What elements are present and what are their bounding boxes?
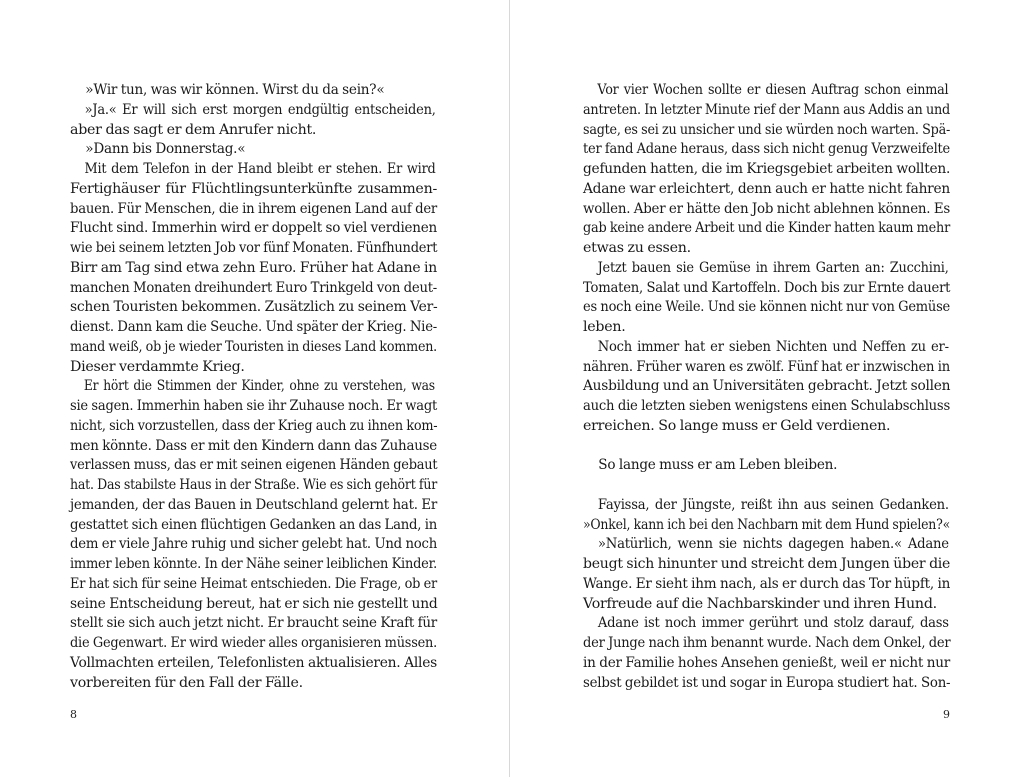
text-line: antreten. In letzter Minute rief der Mann aus Addis an und	[583, 101, 950, 118]
text-line: Vor vier Wochen sollte er diesen Auftrag schon einmal	[597, 82, 949, 98]
text-line: »Onkel, kann ich bei den Nachbarn mit dem Hund spielen?«	[583, 516, 950, 533]
text-line: Dieser verdammte Krieg.	[70, 358, 245, 375]
text-line: stellt sie sich auch jetzt nicht. Er braucht seine Kraft für	[70, 615, 437, 632]
text-line: Tomaten, Salat und Kartoffeln. Doch bis zur Ernte dauert	[583, 279, 951, 296]
text-line: hat. Das stabilste Haus in der Straße. Wie es sich gehört für	[70, 477, 437, 493]
text-line: sie sagen. Immerhin haben sie ihr Zuhause noch. Er wagt	[70, 398, 438, 414]
text-line: gestattet sich einen flüchtigen Gedanken an das Land, in	[70, 516, 438, 533]
text-line: aber das sagt er dem Anrufer nicht.	[70, 121, 317, 138]
text-line: es noch eine Weile. Und sie können nicht nur von Gemüse	[583, 299, 950, 316]
text-line: Noch immer hat er sieben Nichten und Neffen zu er-	[597, 338, 949, 355]
text-line: »Ja.« Er will sich erst morgen endgültig entscheiden,	[84, 101, 436, 118]
text-line: »Natürlich, wenn sie nichts dagegen haben.« Adane	[597, 536, 949, 553]
text-line: Jetzt bauen sie Gemüse in ihrem Garten an: Zucchini,	[597, 259, 949, 276]
right-page-text	[583, 81, 950, 693]
text-line: mand weiß, ob je wieder Touristen in dieses Land kommen.	[70, 338, 437, 355]
text-line: erreichen. So lange muss er Geld verdienen.	[583, 417, 891, 434]
text-line: men könnte. Dass er mit den Kindern dann das Zuhause	[70, 437, 437, 454]
text-line: Er hört die Stimmen der Kinder, ohne zu verstehen, was	[83, 378, 435, 395]
text-line: Vollmachten erteilen, Telefonlisten aktualisieren. Alles	[70, 654, 437, 671]
text-line: Wange. Er sieht ihm nach, als er durch das Tor hüpft, in	[583, 575, 951, 592]
text-line: sagte, es sei zu unsicher und sie würden noch warten. Spä-	[583, 121, 951, 138]
text-line: selbst gebildet ist und sogar in Europa studiert hat. Son-	[583, 674, 951, 691]
text-line: immer leben könnte. In der Nähe seiner leiblichen Kinder.	[70, 556, 437, 572]
text-line: der Junge nach ihm benannt wurde. Nach dem Onkel, der	[583, 635, 951, 651]
text-line: Flucht sind. Immerhin wird er doppelt so viel verdienen	[70, 220, 438, 237]
text-line: schen Touristen bekommen. Zusätzlich zu seinem Ver-	[70, 299, 438, 316]
text-line: bauen. Für Menschen, die in ihrem eigenen Land auf der	[70, 200, 437, 217]
page-number-right: 9	[943, 708, 950, 721]
text-line: »Wir tun, was wir können. Wirst du da sein?«	[85, 82, 385, 98]
text-line: ter fand Adane heraus, dass sich nicht genug Verzweifelte	[583, 141, 950, 158]
text-line: gefunden hatten, die im Kriegsgebiet arbeiten wollten.	[583, 161, 951, 177]
text-line: Fayissa, der Jüngste, reißt ihn aus seinen Gedanken.	[597, 496, 949, 513]
text-line: So lange muss er am Leben bleiben.	[598, 457, 838, 474]
text-line: vorbereiten für den Fall der Fälle.	[70, 674, 303, 691]
text-line: jemanden, der das Bauen in Deutschland gelernt hat. Er	[70, 496, 438, 513]
blank-line	[583, 476, 950, 496]
text-line: nähren. Früher waren es zwölf. Fünf hat er inzwischen in	[583, 358, 950, 375]
text-line: gab keine andere Arbeit und die Kinder hatten kaum mehr	[583, 220, 950, 237]
text-line: verlassen muss, das er mit seinen eigenen Händen gebaut	[70, 457, 438, 474]
text-line: Birr am Tag sind etwa zehn Euro. Früher hat Adane in	[70, 259, 437, 276]
text-line: leben.	[583, 319, 626, 335]
text-line: »Dann bis Donnerstag.«	[85, 141, 246, 158]
text-line: Adane war erleichtert, denn auch er hatte nicht fahren	[583, 180, 950, 197]
blank-line	[583, 437, 950, 457]
text-line: Fertighäuser für Flüchtlingsunterkünfte zusammen-	[70, 180, 437, 197]
text-line: Mit dem Telefon in der Hand bleibt er stehen. Er wird	[84, 161, 436, 177]
text-line: dem er viele Jahre ruhig und sicher gelebt hat. Und noch	[70, 536, 437, 553]
text-line: wie bei seinem letzten Job vor fünf Monaten. Fünfhundert	[70, 240, 438, 256]
text-line: wollen. Aber er hätte den Job nicht ablehnen können. Es	[583, 200, 950, 217]
text-line: seine Entscheidung bereut, hat er sich nie gestellt und	[70, 595, 438, 612]
text-line: die Gegenwart. Er wird wieder alles organisieren müssen.	[70, 635, 437, 651]
page-number-left: 8	[70, 708, 77, 721]
text-line: Adane ist noch immer gerührt und stolz darauf, dass	[597, 615, 949, 632]
text-line: dienst. Dann kam die Seuche. Und später der Krieg. Nie-	[70, 319, 438, 335]
text-line: nicht, sich vorzustellen, dass der Krieg auch zu ihnen kom-	[70, 417, 438, 434]
text-line: Ausbildung und an Universitäten gebracht. Jetzt sollen	[583, 378, 951, 395]
text-line: etwas zu essen.	[583, 240, 691, 256]
text-line: Vorfreude auf die Nachbarskinder und ihren Hund.	[583, 595, 937, 612]
text-line: auch die letzten sieben wenigstens einen Schulabschluss	[583, 398, 950, 414]
left-page-text	[70, 81, 437, 693]
gutter-divider	[509, 0, 510, 777]
text-line: beugt sich hinunter und streicht dem Jungen über die	[583, 556, 951, 572]
text-line: Er hat sich für seine Heimat entschieden. Die Frage, ob er	[70, 575, 437, 592]
text-line: manchen Monaten dreihundert Euro Trinkgeld von deut-	[70, 279, 438, 296]
text-line: in der Familie hohes Ansehen genießt, weil er nicht nur	[583, 654, 950, 671]
